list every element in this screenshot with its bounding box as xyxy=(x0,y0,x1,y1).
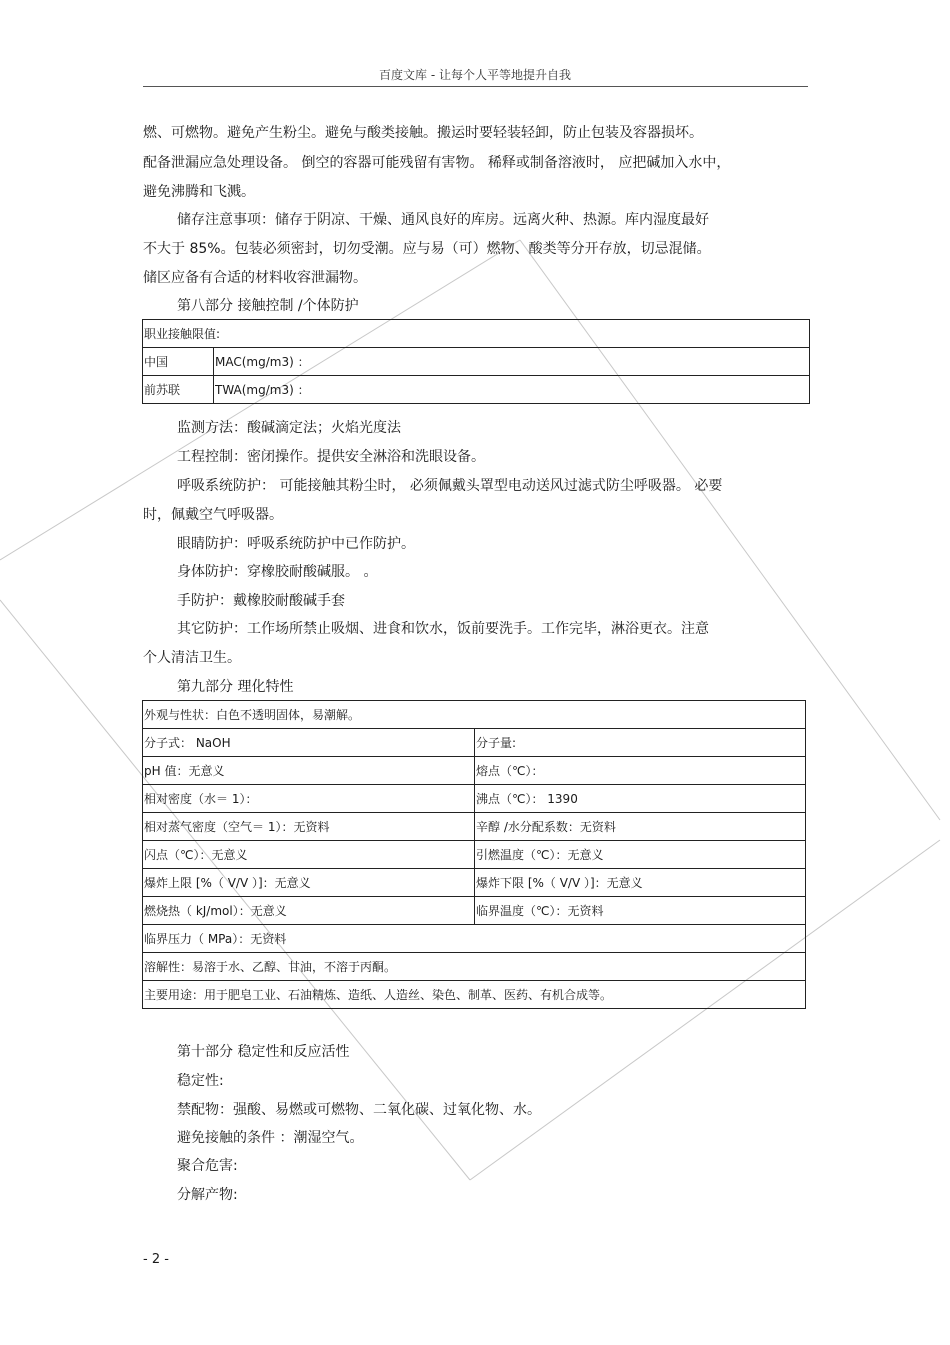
paragraph: 储区应备有合适的材料收容泄漏物。 xyxy=(143,270,367,286)
paragraph: 呼吸系统防护： 可能接触其粉尘时， 必须佩戴头罩型电动送风过滤式防尘呼吸器。 必要 xyxy=(177,478,723,494)
table-cell: 熔点（℃）： xyxy=(475,757,806,785)
table-cell: 引燃温度（℃）：无意义 xyxy=(475,841,806,869)
paragraph: 身体防护：穿橡胶耐酸碱服。 。 xyxy=(177,564,378,580)
table-cell-label: 中国 xyxy=(143,348,214,376)
table-cell: 分子式： NaOH xyxy=(143,729,475,757)
paragraph: 避免沸腾和飞溅。 xyxy=(143,184,255,200)
exposure-limits-table xyxy=(142,319,810,404)
table-cell: 临界温度（℃）：无资料 xyxy=(475,897,806,925)
table-cell: 分子量: xyxy=(475,729,806,757)
paragraph: 分解产物: xyxy=(177,1187,238,1203)
table-cell: 爆炸上限 [%（ V/V ）]：无意义 xyxy=(143,869,475,897)
table-cell: 爆炸下限 [%（ V/V ）]：无意义 xyxy=(475,869,806,897)
paragraph: 避免接触的条件 ：潮湿空气。 xyxy=(177,1130,364,1146)
table-cell-appearance: 外观与性状：白色不透明固体，易潮解。 xyxy=(143,701,806,729)
page-header: 百度文库 - 让每个人平等地提升自我 xyxy=(379,68,571,82)
paragraph: 稳定性: xyxy=(177,1073,224,1089)
paragraph: 监测方法：酸碱滴定法；火焰光度法 xyxy=(177,420,401,436)
table-cell: 辛醇 /水分配系数：无资料 xyxy=(475,813,806,841)
table-cell-value: TWA(mg/m3) ： xyxy=(214,376,810,404)
table-cell-solubility: 溶解性：易溶于水、乙醇、甘油，不溶于丙酮。 xyxy=(143,953,806,981)
table-cell: 沸点（℃）： 1390 xyxy=(475,785,806,813)
section-title: 第九部分 理化特性 xyxy=(177,679,294,695)
table-cell-critical-pressure: 临界压力（ MPa）：无资料 xyxy=(143,925,806,953)
properties-table xyxy=(142,700,806,1009)
paragraph: 时，佩戴空气呼吸器。 xyxy=(143,507,283,523)
table-cell: 相对蒸气密度（空气＝ 1）：无资料 xyxy=(143,813,475,841)
paragraph: 个人清洁卫生。 xyxy=(143,650,241,666)
section-title: 第十部分 稳定性和反应活性 xyxy=(177,1044,350,1060)
paragraph: 工程控制：密闭操作。提供安全淋浴和洗眼设备。 xyxy=(177,449,485,465)
paragraph: 禁配物：强酸、易燃或可燃物、二氧化碳、过氧化物、水。 xyxy=(177,1102,541,1118)
table-header-cell: 职业接触限值: xyxy=(143,320,810,348)
paragraph: 手防护：戴橡胶耐酸碱手套 xyxy=(177,593,345,609)
table-cell-usage: 主要用途：用于肥皂工业、石油精炼、造纸、人造丝、染色、制革、医药、有机合成等。 xyxy=(143,981,806,1009)
paragraph: 眼睛防护：呼吸系统防护中已作防护。 xyxy=(177,536,415,552)
header-divider xyxy=(143,86,808,87)
paragraph: 其它防护：工作场所禁止吸烟、进食和饮水，饭前要洗手。工作完毕，淋浴更衣。注意 xyxy=(177,621,709,637)
paragraph: 储存注意事项：储存于阴凉、干燥、通风良好的库房。远离火种、热源。库内湿度最好 xyxy=(177,212,709,228)
table-cell-label: 前苏联 xyxy=(143,376,214,404)
table-cell: 相对密度（水＝ 1）： xyxy=(143,785,475,813)
paragraph: 聚合危害: xyxy=(177,1158,238,1174)
paragraph: 不大于 85%。包装必须密封，切勿受潮。应与易（可）燃物、酸类等分开存放，切忌混储。 xyxy=(143,241,711,257)
page-number: - 2 - xyxy=(143,1252,169,1267)
paragraph: 燃、可燃物。避免产生粉尘。避免与酸类接触。搬运时要轻装轻卸，防止包装及容器损坏。 xyxy=(143,125,703,141)
table-cell: pH 值：无意义 xyxy=(143,757,475,785)
section-title: 第八部分 接触控制 /个体防护 xyxy=(177,298,359,314)
paragraph: 配备泄漏应急处理设备。 倒空的容器可能残留有害物。 稀释或制备溶液时， 应把碱加入水中， xyxy=(143,155,731,171)
table-cell: 闪点（℃）：无意义 xyxy=(143,841,475,869)
table-cell-value: MAC(mg/m3) ： xyxy=(214,348,810,376)
table-cell: 燃烧热（ kJ/mol）：无意义 xyxy=(143,897,475,925)
